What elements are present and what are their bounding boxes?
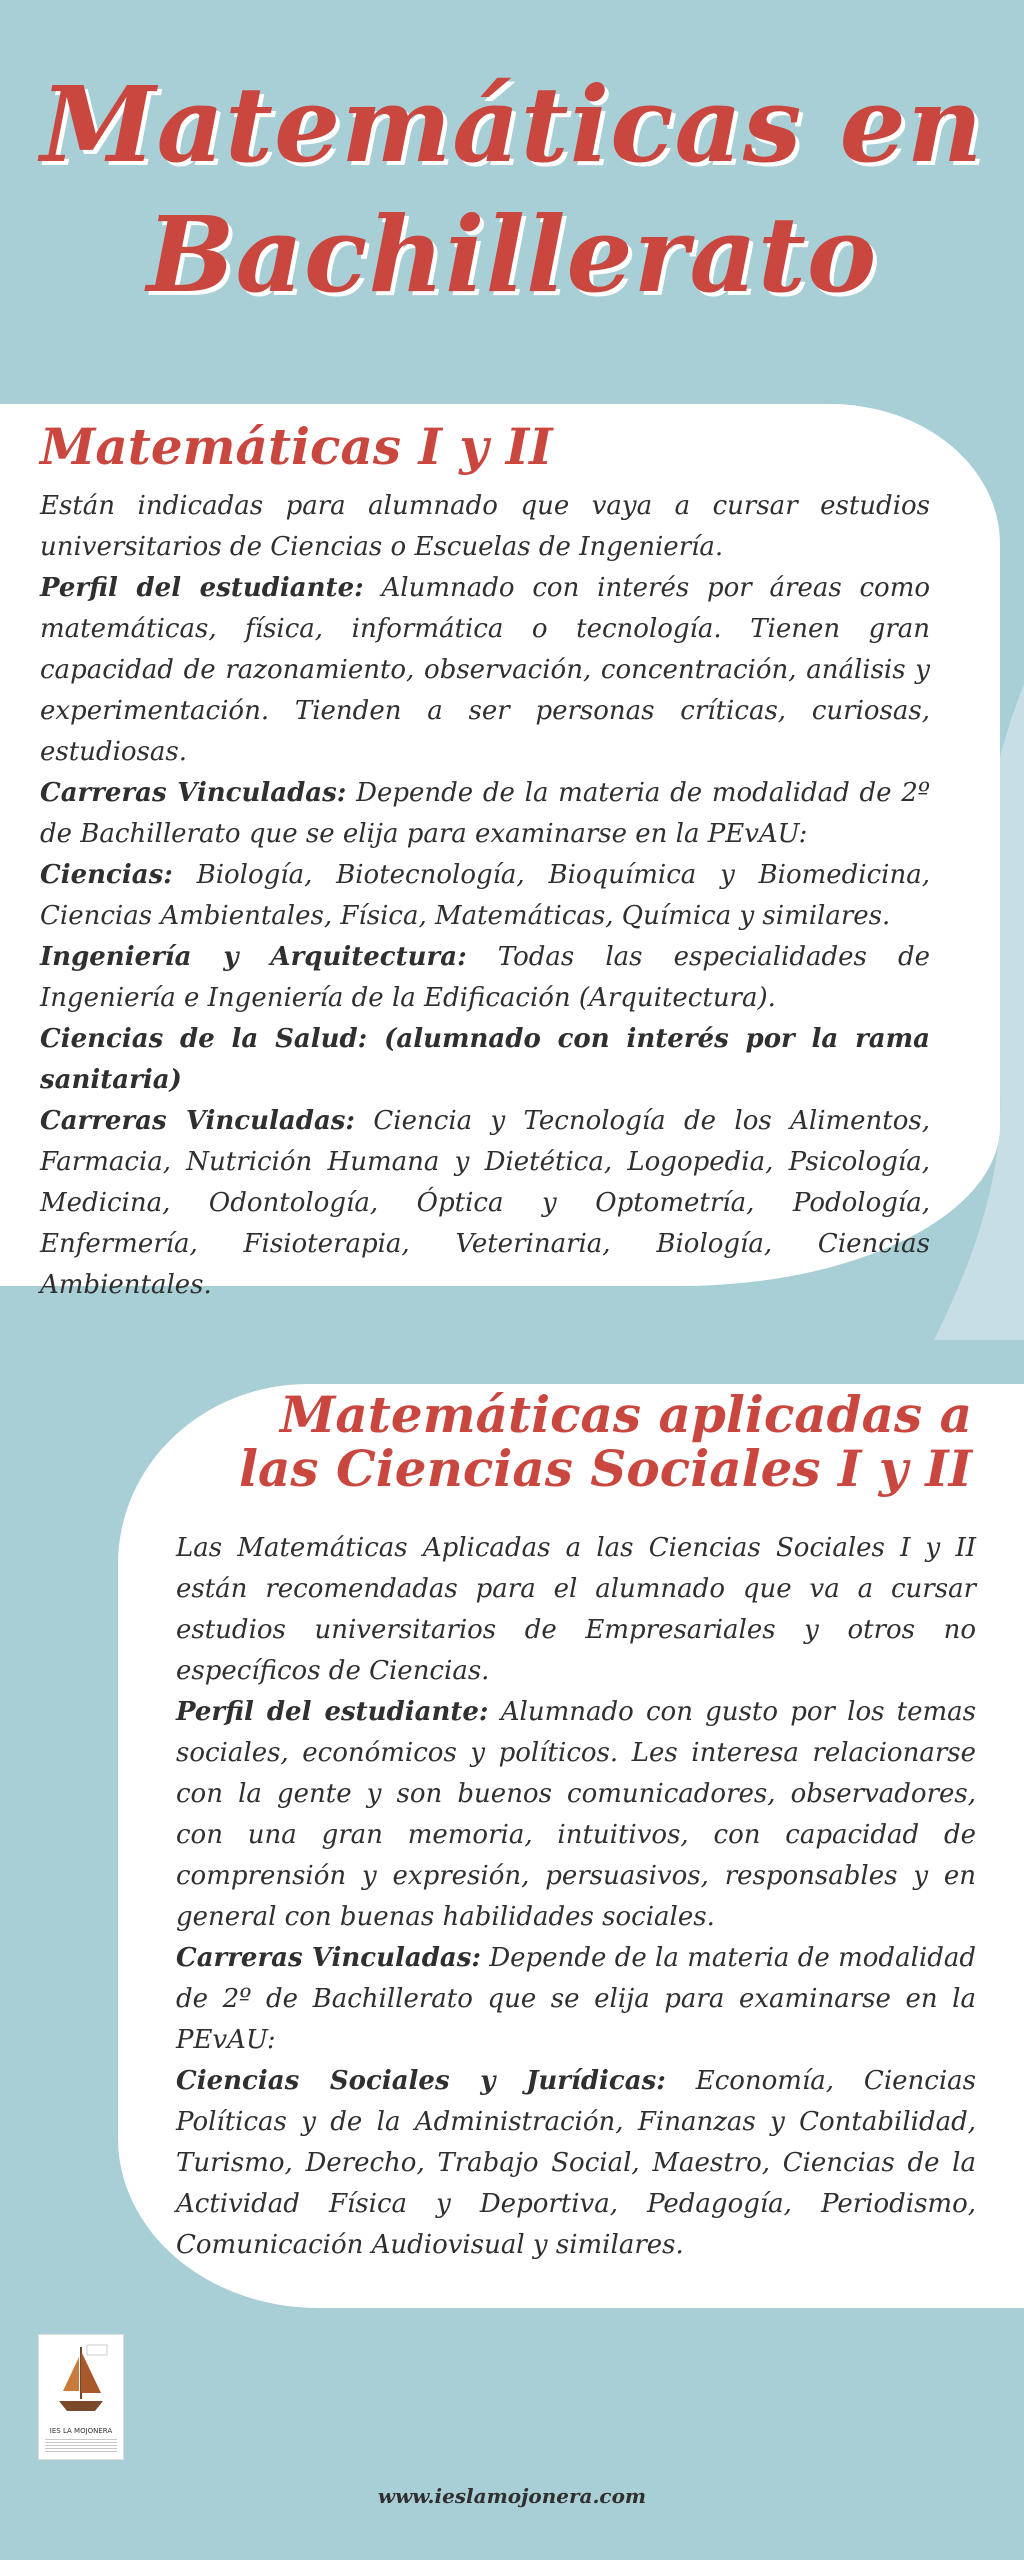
intro-text: Las Matemáticas Aplicadas a las Ciencias Sociales I y II están recomendadas para el alumnado que va a cursar estudios universitarios de Empresariales y otros no específicos de Ciencias. [176,1533,976,1686]
perfil-label: Perfil del estudiante: [176,1697,489,1727]
carreras-label: Carreras Vinculadas: [40,778,347,808]
ciencias-text: Biología, Biotecnología, Bioquímica y Biomedicina, Ciencias Ambientales, Física, Matemáticas, Química y similares. [40,860,930,931]
ingenieria-label: Ingeniería y Arquitectura: [40,942,467,972]
school-logo [38,2334,124,2460]
carreras-salud-label: Carreras Vinculadas: [40,1106,356,1136]
carreras-label: Carreras Vinculadas: [176,1943,481,1973]
ship-logo-icon [51,2343,111,2423]
section-body-ccss [176,1528,976,2266]
carreras-salud-text: Ciencia y Tecnología de los Alimentos, Farmacia, Nutrición Humana y Dietética, Logopedia, Psicología, Medicina, Odontología, Óptica y Optometría, Podología, Enfermería, Fisioterapia, Veterinaria, Biología, Ciencias Ambientales. [40,1106,931,1300]
intro-text: Están indicadas para alumnado que vaya a cursar estudios universitarios de Ciencias o Escuelas de Ingeniería. [40,491,930,562]
logo-fine-print [45,2439,117,2453]
perfil-text: Alumnado con interés por áreas como matemáticas, física, informática o tecnología. Tienen gran capacidad de razonamiento, observación, concentración, análisis y experimentación. Tienden a ser personas críticas, curiosas, estudiosas. [40,573,931,767]
perfil-label: Perfil del estudiante: [40,573,364,603]
section-title-matematicas: Matemáticas I y II [40,417,553,476]
perfil-text: Alumnado con gusto por los temas sociales, económicos y políticos. Les interesa relacionarse con la gente y son buenos comunicadores, observadores, con una gran memoria, intuitivos, con capacidad de comprensión y expresión, persuasivos, responsables y en general con buenas habilidades sociales. [176,1697,976,1932]
page-title: Matemáticas en Bachillerato [40,63,984,316]
sociales-label: Ciencias Sociales y Jurídicas: [176,2066,666,2096]
section-body-matematicas [40,486,930,1306]
carreras-text: Depende de la materia de modalidad de 2º de Bachillerato que se elija para examinarse en la PEvAU: [40,778,930,849]
section-title-ccss [239,1385,972,1498]
ingenieria-text: Todas las especialidades de Ingeniería e Ingeniería de la Edificación (Arquitectura). [40,942,931,1013]
carreras-text: Depende de la materia de modalidad de 2º de Bachillerato que se elija para examinarse en la PEvAU: [176,1943,976,2055]
ciencias-label: Ciencias: [40,860,173,890]
salud-label: Ciencias de la Salud: (alumnado con interés por la rama sanitaria) [40,1024,930,1095]
section-title-ccss-line2: las Ciencias Sociales I y II [239,1439,972,1498]
footer-url[interactable]: www.ieslamojonera.com [377,2484,647,2508]
sociales-text: Economía, Ciencias Políticas y de la Administración, Finanzas y Contabilidad, Turismo, Derecho, Trabajo Social, Maestro, Ciencias de la Actividad Física y Deportiva, Pedagogía, Periodismo, Comunicación Audiovisual y similares. [176,2066,976,2260]
section-title-ccss-line1: Matemáticas aplicadas a [280,1385,972,1444]
logo-name: IES LA MOJONERA [49,2427,113,2435]
